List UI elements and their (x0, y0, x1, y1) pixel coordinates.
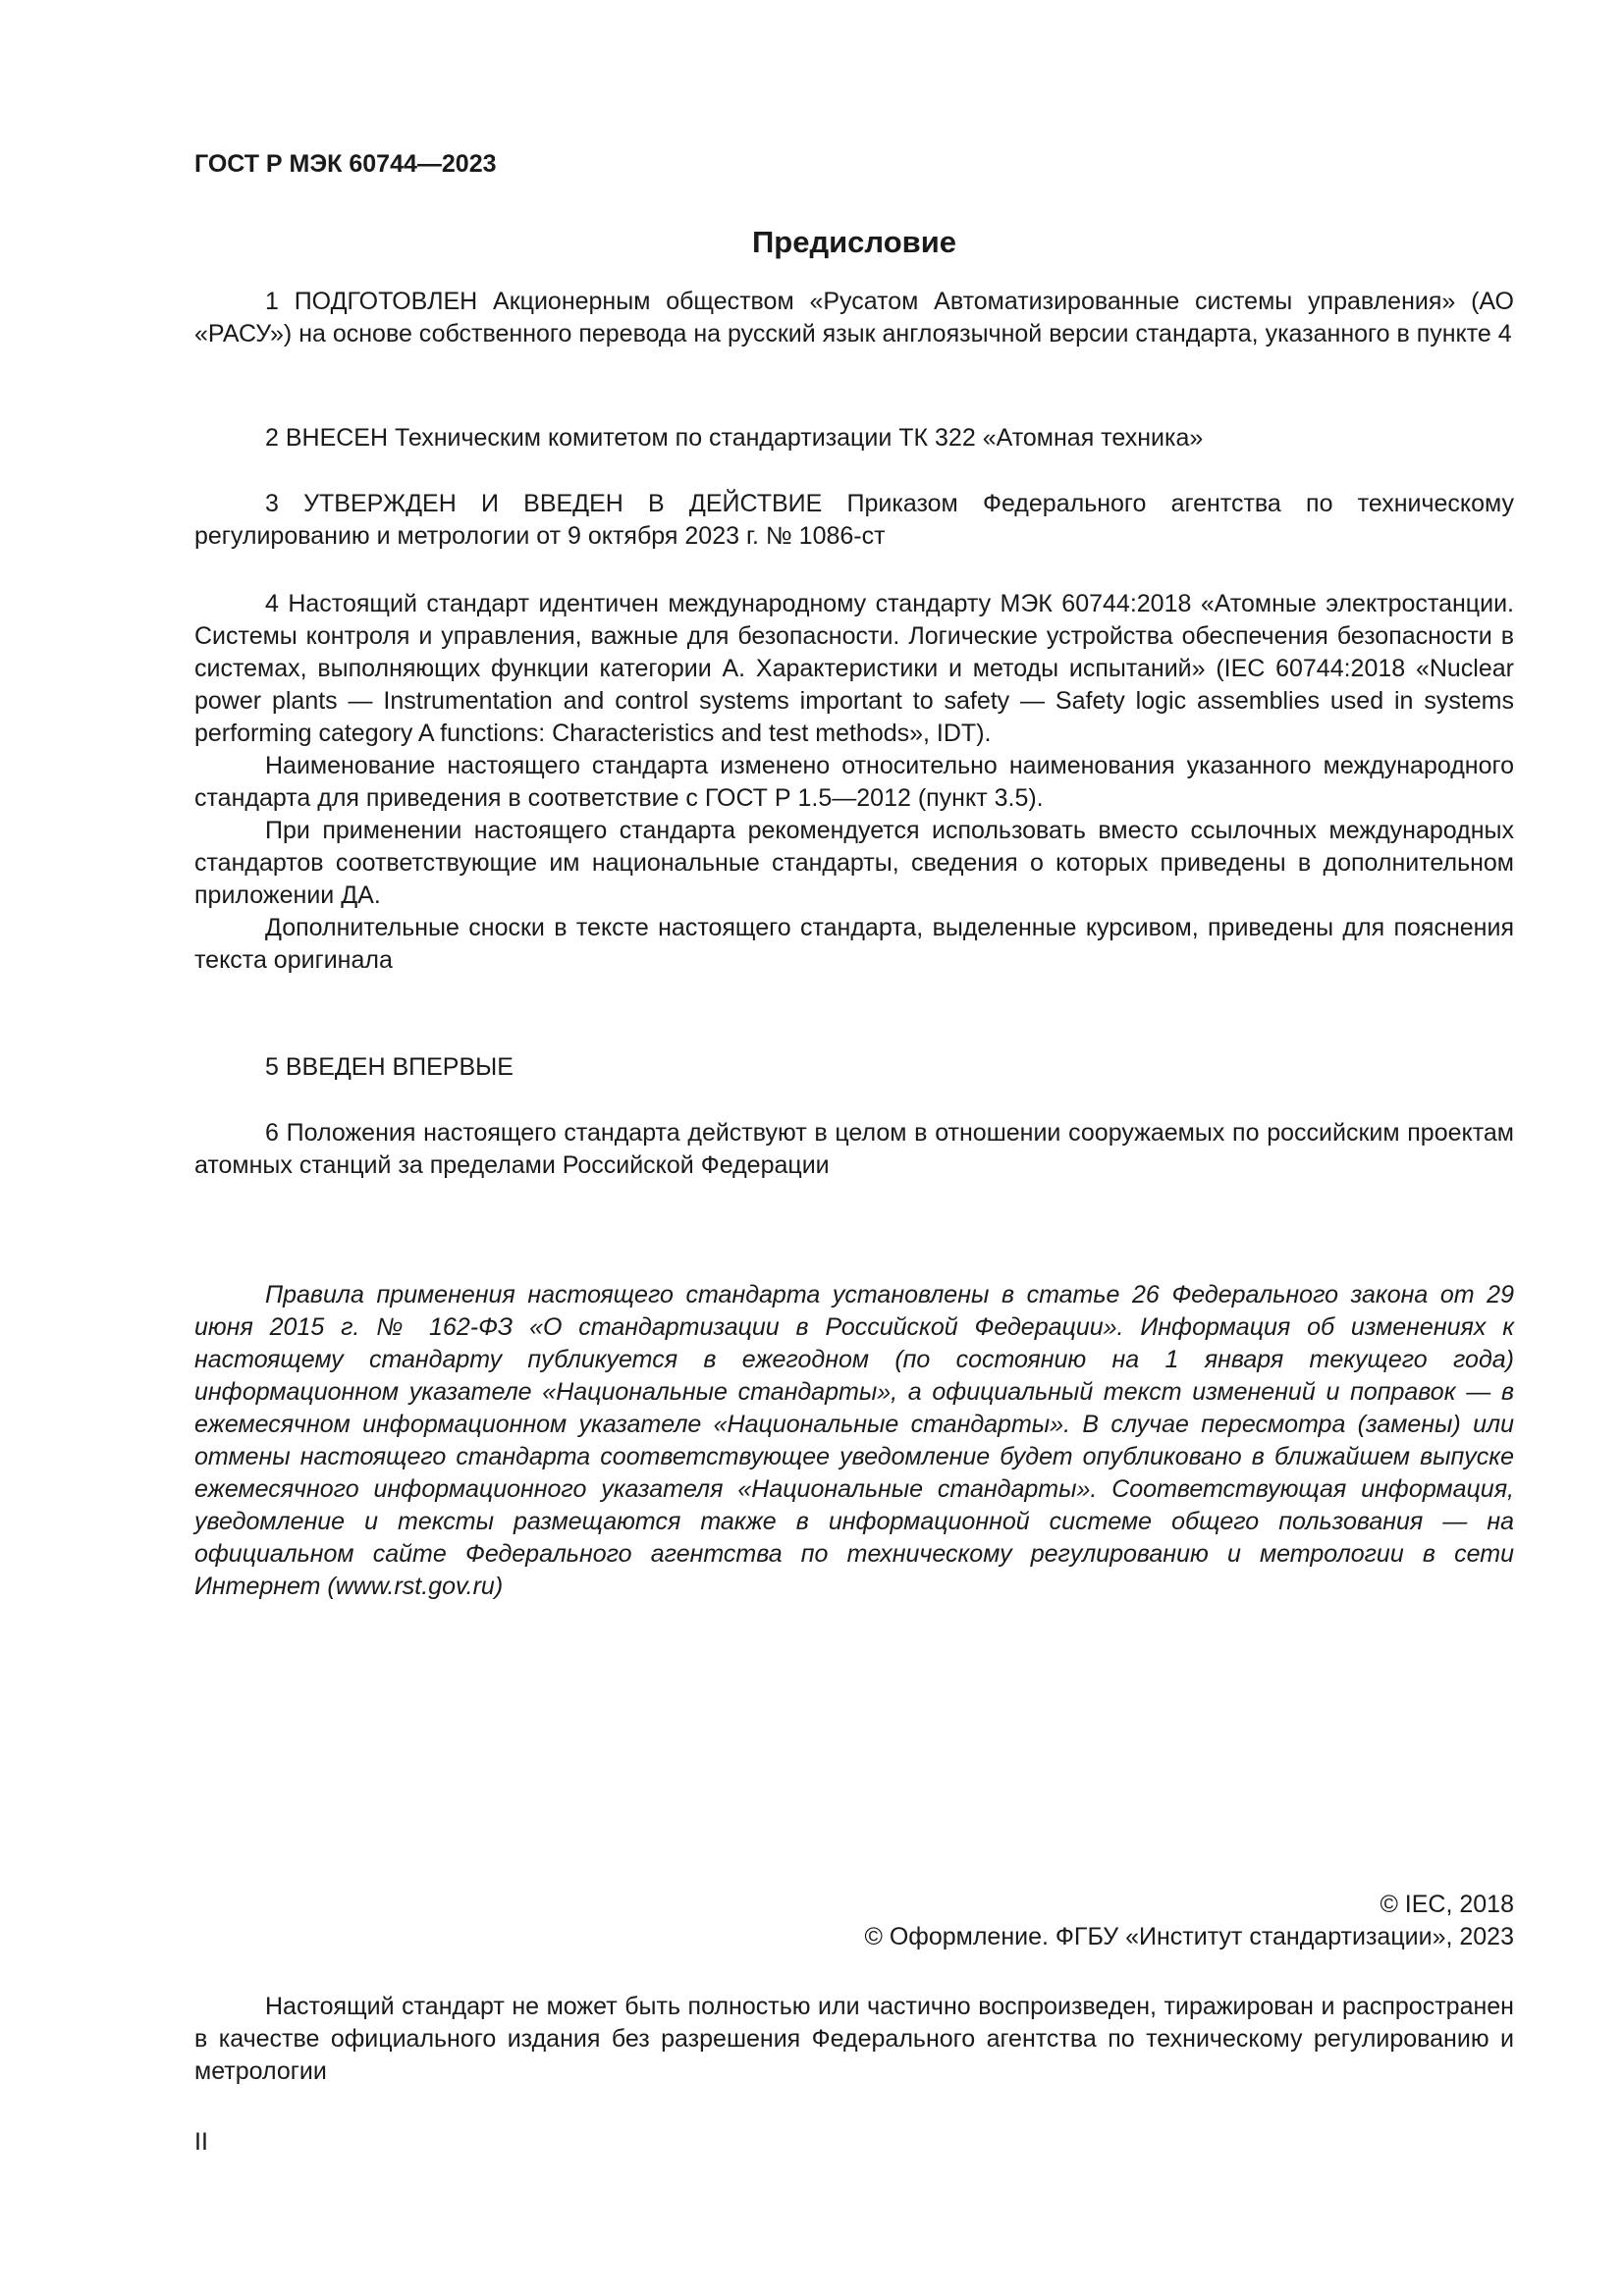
preface-item-4-paragraph-1: 4 Настоящий стандарт идентичен международному стандарту МЭК 60744:2018 «Атомные электростанции. Системы контроля и управления, важные для безопасности. Логические устройства обеспечения безопасности в системах, выполняющих функции категории А. Характеристики и методы испытаний» (IEC 60744:2018 «Nuclear power plants — Instrumentation and control systems important to safety — Safety logic assemblies used in systems performing category A functions: Characteristics and test methods», IDT). (194, 590, 1514, 747)
preface-item-3 (194, 488, 1514, 553)
preface-item-5 (194, 1051, 1514, 1084)
preface-item-2-text: 2 ВНЕСЕН Техническим комитетом по стандартизации ТК 322 «Атомная техника» (265, 424, 1204, 452)
preface-item-4-paragraph-2: Наименование настоящего стандарта изменено относительно наименования указанного международного стандарта для приведения в соответствие с ГОСТ Р 1.5—2012 (пункт 3.5). (194, 752, 1514, 812)
preface-item-2 (194, 422, 1514, 454)
preface-item-5-text: 5 ВВЕДЕН ВПЕРВЫЕ (265, 1053, 514, 1081)
preface-item-3-text: 3 УТВЕРЖДЕН И ВВЕДЕН В ДЕЙСТВИЕ Приказом Федерального агентства по техническому регулированию и метрологии от 9 октября 2023 г. № 1086-ст (194, 490, 1514, 550)
page-number: II (194, 2128, 208, 2156)
standard-application-rules-notice (194, 1279, 1514, 1603)
reproduction-notice-text: Настоящий стандарт не может быть полностью или частично воспроизведен, тиражирован и распространен в качестве официального издания без разрешения Федерального агентства по техническому регулированию и метрологии (194, 1993, 1514, 2085)
copyright-design: © Оформление. ФГБУ «Институт стандартизации», 2023 (864, 1923, 1514, 1950)
rules-notice-text: Правила применения настоящего стандарта установлены в статье 26 Федерального закона от 29 июня 2015 г. № 162-ФЗ «О стандартизации в Российской Федерации». Информация об изменениях к настоящему стандарту публикуется в ежегодном (по состоянию на 1 января текущего года) информационном указателе «Национальные стандарты», а официальный текст изменений и поправок — в ежемесячном информационном указателе «Национальные стандарты». В случае пересмотра (замены) или отмены настоящего стандарта соответствующее уведомление будет опубликовано в ближайшем выпуске ежемесячного информационного указателя «Национальные стандарты». Соответствующая информация, уведомление и тексты размещаются также в информационной системе общего пользования — на официальном сайте Федерального агентства по техническому регулированию и метрологии в сети Интернет (www.rst.gov.ru) (194, 1281, 1514, 1600)
preface-item-1-text: 1 ПОДГОТОВЛЕН Акционерным обществом «Русатом Автоматизированные системы управления» (АО «РАСУ») на основе собственного перевода на русский язык англоязычной версии стандарта, указанного в пункте 4 (194, 288, 1514, 347)
preface-item-6-text: 6 Положения настоящего стандарта действуют в целом в отношении сооружаемых по российским проектам атомных станций за пределами Российской Федерации (194, 1119, 1514, 1179)
preface-item-4-paragraph-4: Дополнительные сноски в тексте настоящего стандарта, выделенные курсивом, приведены для пояснения текста оригинала (194, 914, 1514, 974)
preface-item-1 (194, 286, 1514, 350)
standard-code-header: ГОСТ Р МЭК 60744—2023 (194, 150, 497, 178)
preface-item-4-paragraph-3: При применении настоящего стандарта рекомендуется использовать вместо ссылочных международных стандартов соответствующие им национальные стандарты, сведения о которых приведены в дополнительном приложении ДА. (194, 817, 1514, 909)
preface-item-6 (194, 1117, 1514, 1182)
reproduction-notice (194, 1991, 1514, 2088)
copyright-iec: © IEC, 2018 (1380, 1891, 1514, 1918)
preface-title: Предисловие (751, 225, 956, 259)
preface-item-4 (194, 588, 1514, 977)
